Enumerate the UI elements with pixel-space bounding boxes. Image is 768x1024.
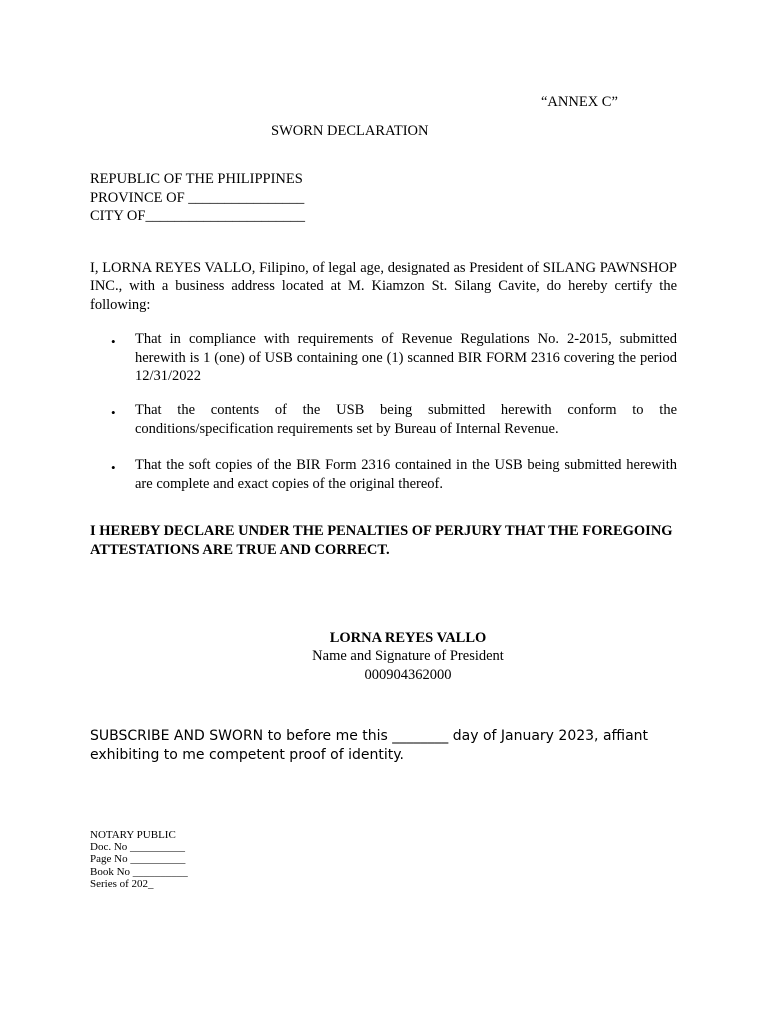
venue-province: PROVINCE OF ________________ bbox=[90, 189, 305, 206]
notary-series: Series of 202_ bbox=[90, 877, 154, 890]
list-item bbox=[90, 401, 677, 438]
signatory-name: LORNA REYES VALLO bbox=[329, 630, 487, 646]
annex-label: “ANNEX C” bbox=[541, 94, 618, 110]
document-title: SWORN DECLARATION bbox=[271, 123, 429, 139]
notary-page-no: Page No __________ bbox=[90, 853, 186, 866]
bullet-icon: • bbox=[111, 405, 116, 420]
list-item-text: That the soft copies of the BIR Form 2316 contained in the USB being submitted herewith are complete and exact copies of the original thereof. bbox=[135, 457, 677, 492]
list-item bbox=[90, 456, 677, 493]
signature-block bbox=[290, 629, 526, 684]
notary-book-no: Book No __________ bbox=[90, 865, 188, 878]
venue-republic: REPUBLIC OF THE PHILIPPINES bbox=[90, 171, 303, 187]
bullet-icon: • bbox=[111, 334, 116, 349]
jurat-line-2: exhibiting to me competent proof of identity. bbox=[90, 746, 404, 763]
venue-block bbox=[90, 170, 305, 226]
jurat-line-1: SUBSCRIBE AND SWORN to before me this ________ day of January 2023, affiant bbox=[90, 728, 649, 744]
notary-doc-no: Doc. No __________ bbox=[90, 841, 186, 854]
perjury-declaration: I HEREBY DECLARE UNDER THE PENALTIES OF PERJURY THAT THE FOREGOING ATTESTATIONS ARE TRUE AND CORRECT. bbox=[90, 523, 673, 558]
notary-title: NOTARY PUBLIC bbox=[90, 829, 176, 841]
intro-paragraph: I, LORNA REYES VALLO, Filipino, of legal age, designated as President of SILANG PAWNSHOP INC., with a business address located at M. Kiamzon St. Silang Cavite, do hereby certify the following: bbox=[90, 260, 677, 313]
signatory-tin: 000904362000 bbox=[364, 666, 452, 683]
notary-block bbox=[90, 829, 188, 890]
jurat-paragraph bbox=[90, 727, 677, 764]
list-item-text: That in compliance with requirements of Revenue Regulations No. 2-2015, submitted herewith is 1 (one) of USB containing one (1) scanned BIR FORM 2316 covering the period 12/31/2022 bbox=[135, 331, 677, 384]
list-item-text: That the contents of the USB being submitted herewith conform to the conditions/specification requirements set by Bureau of Internal Revenue. bbox=[135, 402, 677, 437]
signature-caption: Name and Signature of President bbox=[312, 648, 504, 665]
bullet-icon: • bbox=[111, 460, 116, 475]
list-item bbox=[90, 330, 677, 386]
venue-city: CITY OF______________________ bbox=[90, 208, 305, 224]
